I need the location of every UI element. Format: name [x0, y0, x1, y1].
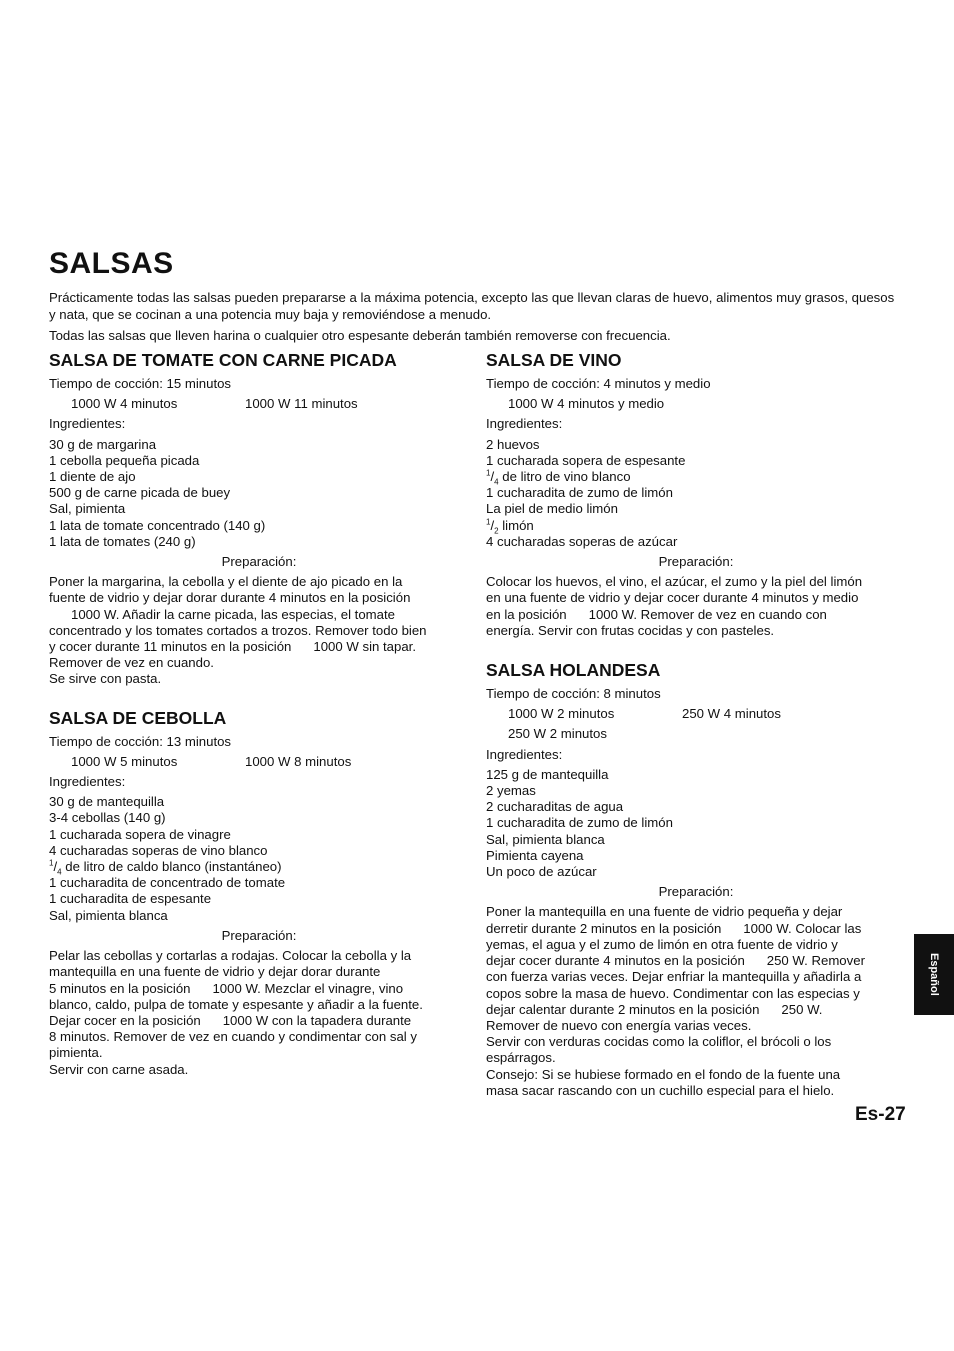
prep-line: con fuerza varias veces. Dejar enfriar la mantequilla y añadirla a	[486, 969, 862, 985]
prep-line: espárragos.	[486, 1050, 556, 1066]
power-step: 1000 W 4 minutos y medio	[508, 396, 665, 412]
prep-line: Colocar los huevos, el vino, el azúcar, el zumo y la piel del limón	[486, 574, 863, 590]
ingredient: Un poco de azúcar	[486, 864, 597, 880]
prep-line: fuente de vidrio y dejar dorar durante 4 minutos en la posición	[49, 590, 411, 606]
language-tab	[914, 934, 954, 1015]
ingredient-text: de litro de vino blanco	[502, 469, 631, 485]
ingredient: $^1/_2$ limón	[486, 517, 534, 536]
recipe-title: SALSA DE CEBOLLA	[49, 707, 227, 728]
fraction-denominator: 4	[57, 867, 62, 877]
language-tab-label: Español	[928, 953, 940, 996]
prep-line: 8 minutos. Remover de vez en cuando y condimentar con sal y	[49, 1029, 417, 1045]
ingredients-list	[49, 437, 469, 550]
prep-line: dejar calentar durante 2 minutos en la posición 250 W.	[486, 1001, 823, 1017]
prep-line: Pelar las cebollas y cortarlas a rodajas. Colocar la cebolla y la	[49, 948, 412, 964]
prep-line: concentrado y los tomates cortados a trozos. Remover todo bien	[49, 622, 427, 638]
prep-line: en una fuente de vidrio y dejar cocer durante 4 minutos y medio	[486, 590, 859, 606]
ingredient: 1 lata de tomates (240 g)	[49, 533, 196, 549]
ingredient: $^1/_4$ de litro de caldo blanco (instantáneo)	[49, 858, 282, 877]
prep-line: 5 minutos en la posición 1000 W. Mezclar el vinagre, vino	[49, 980, 404, 996]
recipe-salsa-holandesa	[486, 659, 906, 1099]
preparation-label: Preparación:	[221, 927, 297, 943]
preparation-text	[49, 574, 469, 687]
ingredient: 1 diente de ajo	[49, 469, 136, 485]
ingredient: 500 g de carne picada de buey	[49, 485, 231, 501]
fraction-numerator: 1	[49, 858, 54, 868]
ingredients-label: Ingredientes:	[486, 416, 563, 432]
intro-paragraph: Prácticamente todas las salsas pueden prepararse a la máxima potencia, excepto las que llevan claras de huevo, alimentos muy grasos, quesos y nata, que se cocinan a una potencia muy baja y removiéndose a menudo.	[49, 290, 895, 322]
prep-line: Dejar cocer en la posición 1000 W con la tapadera durante	[49, 1012, 412, 1028]
right-column	[486, 349, 906, 1099]
prep-line: pimienta.	[49, 1045, 103, 1061]
ingredient: 1 cebolla pequeña picada	[49, 452, 200, 468]
power-step: 1000 W 2 minutos	[508, 706, 615, 722]
ingredient: 4 cucharadas soperas de vino blanco	[49, 842, 268, 858]
ingredient: 1 cucharada sopera de vinagre	[49, 826, 231, 842]
ingredient-text: limón	[502, 517, 534, 533]
recipe-title: SALSA DE TOMATE CON CARNE PICADA	[49, 350, 397, 370]
prep-line: mantequilla en una fuente de vidrio y dejar dorar durante	[49, 964, 381, 980]
power-step: 1000 W 4 minutos	[71, 396, 178, 412]
power-step: 250 W 4 minutos	[682, 706, 781, 722]
cooking-time: Tiempo de cocción: 13 minutos	[49, 733, 232, 749]
power-step: 250 W 2 minutos	[508, 726, 607, 742]
intro-paragraph: Todas las salsas que lleven harina o cualquier otro espesante deberán también removerse con frecuencia.	[49, 328, 671, 343]
prep-line: blanco, caldo, pulpa de tomate y espesante y añadir a la fuente.	[49, 996, 423, 1012]
left-column	[49, 349, 469, 1078]
fraction-numerator: 1	[486, 517, 491, 527]
intro	[49, 289, 899, 348]
ingredients-label: Ingredientes:	[49, 774, 126, 790]
ingredients-label: Ingredientes:	[486, 746, 563, 762]
ingredient: $^1/_4$ de litro de vino blanco	[486, 468, 631, 487]
ingredient: 2 cucharaditas de agua	[486, 799, 624, 815]
prep-line: derretir durante 2 minutos en la posición 1000 W. Colocar las	[486, 920, 862, 936]
prep-line: Poner la mantequilla en una fuente de vidrio pequeña y dejar	[486, 904, 843, 920]
ingredient: 1 cucharadita de zumo de limón	[486, 485, 673, 501]
recipe-title: SALSA HOLANDESA	[486, 660, 661, 681]
power-settings	[508, 706, 906, 722]
recipe-salsa-cebolla	[49, 707, 469, 1078]
ingredient: La piel de medio limón	[486, 501, 618, 517]
ingredient: 1 cucharada sopera de espesante	[486, 452, 686, 468]
ingredient: 3-4 cebollas (140 g)	[49, 810, 166, 826]
preparation-label: Preparación:	[658, 554, 734, 570]
fraction-denominator: 2	[494, 526, 499, 536]
prep-line: masa sacar rascando con un cuchillo especial para el hielo.	[486, 1082, 835, 1098]
page-title: SALSAS	[49, 247, 174, 280]
power-step: 1000 W 5 minutos	[71, 753, 178, 769]
prep-line: Remover de nuevo con energía varias veces.	[486, 1017, 752, 1033]
prep-line: Se sirve con pasta.	[49, 671, 162, 687]
ingredients-list	[486, 767, 906, 880]
ingredient: 1 cucharadita de zumo de limón	[486, 815, 673, 831]
ingredient: 2 yemas	[486, 783, 536, 799]
ingredient: Pimienta cayena	[486, 847, 584, 863]
prep-line: Servir con verduras cocidas como la coliflor, el brócoli o los	[486, 1034, 832, 1050]
preparation-label: Preparación:	[221, 554, 297, 570]
fraction-numerator: 1	[486, 468, 491, 478]
ingredient: 30 g de mantequilla	[49, 794, 165, 810]
preparation-text	[49, 948, 469, 1078]
preparation-label: Preparación:	[658, 884, 734, 900]
recipe-salsa-tomate	[49, 349, 469, 688]
prep-line: energía. Servir con frutas cocidas y con pasteles.	[486, 622, 775, 638]
ingredient: Sal, pimienta blanca	[486, 831, 605, 847]
prep-line: Poner la margarina, la cebolla y el diente de ajo picado en la	[49, 574, 403, 590]
prep-line: dejar cocer durante 4 minutos en la posición 250 W. Remover	[486, 953, 865, 969]
prep-line: Remover de vez en cuando.	[49, 655, 214, 671]
ingredient: 1 cucharadita de concentrado de tomate	[49, 875, 286, 891]
ingredient: 1 cucharadita de espesante	[49, 891, 212, 907]
prep-line: yemas, el agua y el zumo de limón en otra fuente de vidrio y	[486, 936, 838, 952]
prep-line: Consejo: Si se hubiese formado en el fondo de la fuente una	[486, 1066, 841, 1082]
ingredients-label: Ingredientes:	[49, 416, 126, 432]
power-settings	[71, 396, 469, 412]
ingredient: Sal, pimienta	[49, 501, 126, 517]
ingredient: Sal, pimienta blanca	[49, 907, 168, 923]
preparation-text	[486, 904, 906, 1098]
prep-line: copos sobre la masa de huevo. Condimentar con las especias y	[486, 985, 860, 1001]
ingredient: 2 huevos	[486, 436, 540, 452]
prep-line: Servir con carne asada.	[49, 1061, 189, 1077]
ingredient-text: de litro de caldo blanco (instantáneo)	[65, 859, 282, 875]
fraction-denominator: 4	[494, 477, 499, 487]
ingredient: 30 g de margarina	[49, 436, 157, 452]
ingredient: 125 g de mantequilla	[486, 766, 609, 782]
ingredients-list	[49, 794, 469, 924]
power-step: 1000 W 8 minutos	[245, 753, 352, 769]
prep-line: y cocer durante 11 minutos en la posición 1000 W sin tapar.	[49, 639, 417, 655]
prep-line: en la posición 1000 W. Remover de vez en cuando con	[486, 606, 827, 622]
ingredient: 1 lata de tomate concentrado (140 g)	[49, 517, 266, 533]
cooking-time: Tiempo de cocción: 4 minutos y medio	[486, 376, 711, 391]
prep-line: 1000 W. Añadir la carne picada, las especias, el tomate	[49, 606, 395, 622]
power-step: 1000 W 11 minutos	[245, 396, 358, 412]
recipe-title: SALSA DE VINO	[486, 350, 622, 370]
ingredients-list	[486, 437, 906, 550]
power-settings	[71, 754, 469, 770]
page-number: Es-27	[855, 1104, 906, 1125]
recipe-salsa-vino	[486, 349, 906, 639]
cooking-time: Tiempo de cocción: 15 minutos	[49, 376, 232, 391]
ingredient: 4 cucharadas soperas de azúcar	[486, 533, 678, 549]
preparation-text	[486, 574, 906, 639]
cooking-time: Tiempo de cocción: 8 minutos	[486, 686, 661, 702]
